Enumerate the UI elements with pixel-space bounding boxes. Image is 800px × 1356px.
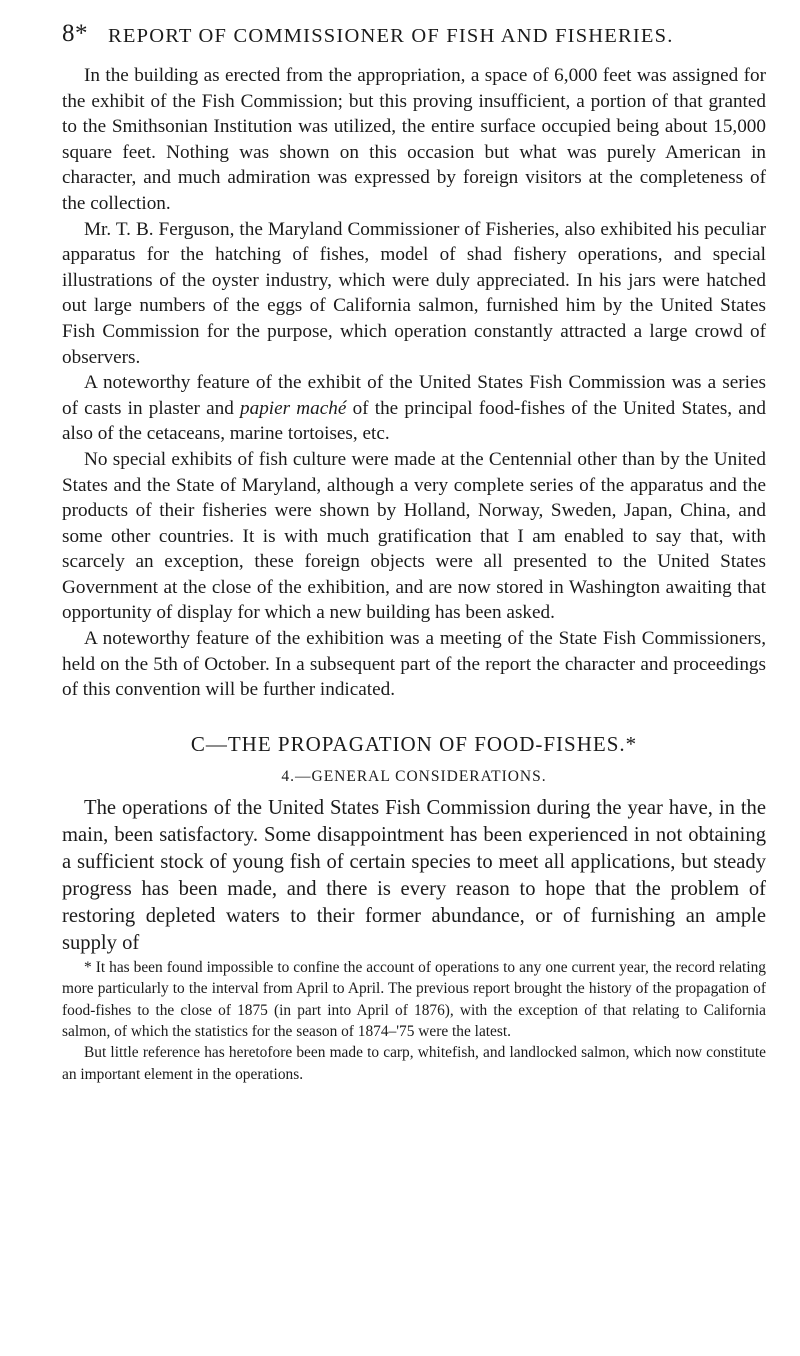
running-head [62, 20, 766, 50]
section-subheading: 4.—GENERAL CONSIDERATIONS. [281, 767, 547, 785]
paragraph-casts [62, 370, 766, 447]
footnote-second: But little reference has heretofore been made to carp, whitefish, and landlocked salmon, which now constitute an important element in the operations. [62, 1044, 766, 1083]
paragraph-appropriation: In the building as erected from the appropriation, a space of 6,000 feet was assigned for the exhibit of the Fish Commission; but this proving insufficient, a portion of that granted to the Smithsonian Institution was utilized, the entire surface occupied being about 15,000 square feet. Nothing was shown on this occasion but what was purely American in character, and much admiration was expressed by foreign visitors at the completeness of the collection. [62, 65, 766, 214]
paragraph-ferguson: Mr. T. B. Ferguson, the Maryland Commissioner of Fisheries, also exhibited his peculiar apparatus for the hatching of fishes, model of shad fishery operations, and special illustrations of the oyster industry, which were duly appreciated. In his jars were hatched out large numbers of the eggs of California salmon, furnished him by the United States Fish Commission for the purpose, which operation constantly attracted a large crowd of observers. [62, 218, 766, 368]
body-text [62, 63, 766, 1085]
section-body [62, 795, 766, 957]
footnote-first: * It has been found impossible to confine the account of operations to any one current year, the record relating more particularly to the interval from April to April. The previous report brought the history of the propagation of food-fishes to the close of 1875 (in part into April of 1876), with the exception of that relating to California salmon, of which the statistics for the season of 1874–'75 were the latest. [62, 958, 766, 1041]
section-heading: C—THE PROPAGATION OF FOOD-FISHES.* [190, 731, 638, 756]
paragraph-casts-end: of the principal food-fishes of the United States, and also of the cetaceans, marine tortoises, etc. [62, 397, 766, 445]
paragraph-casts-start: A noteworthy feature of the exhibit of the United States Fish Commission was a series of casts in plaster and [62, 372, 766, 419]
paragraph-foreign-exhibits: No special exhibits of fish culture were made at the Centennial other than by the United States and the State of Maryland, although a very complete series of the apparatus and the products of their fisheries were shown by Holland, Norway, Sweden, Japan, China, and some other countries. It is with much gratification that I am enabled to say that, with scarcely an exception, these foreign objects were all presented to the United States Government at the close of the exhibition, and are now stored in Washington awaiting that opportunity of display for which a new building has been asked. [62, 448, 766, 624]
paragraph-commissioners-meeting: A noteworthy feature of the exhibition was a meeting of the State Fish Commissioners, held on the 5th of October. In a subsequent part of the report the character and proceedings of this convention will be further indicated. [62, 628, 766, 701]
paragraph-casts-italic: papier maché [240, 397, 347, 419]
paragraph-operations: The operations of the United States Fish Commission during the year have, in the main, been satisfactory. Some disappointment has been experienced in not obtaining a sufficient stock of young fish of certain species to meet all applications, but steady progress has been made, and there is every reason to hope that the problem of restoring depleted waters to their former abundance, or of furnishing an ample supply of [62, 796, 766, 954]
footnotes [62, 957, 766, 1085]
running-title: REPORT OF COMMISSIONER OF FISH AND FISHERIES. [108, 25, 674, 47]
page-number: 8* [62, 20, 88, 47]
